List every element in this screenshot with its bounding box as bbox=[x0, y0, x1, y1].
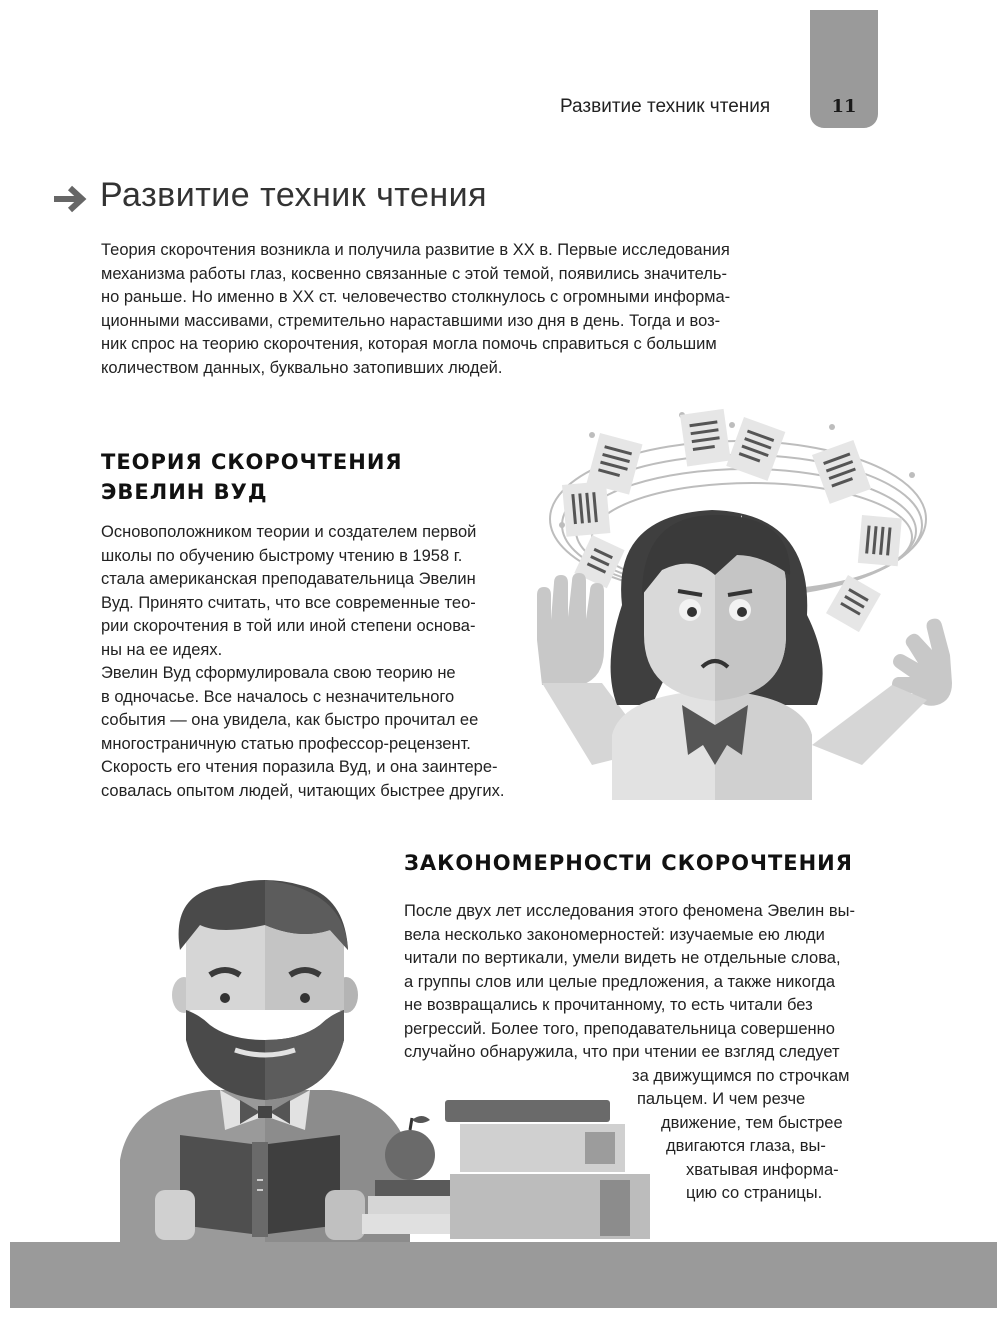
intro-line: количеством данных, буквально затопивших людей. bbox=[101, 358, 503, 377]
right-hand bbox=[812, 619, 952, 765]
floor-bar bbox=[10, 1242, 997, 1308]
text-line: школы по обучению быстрому чтению в 1958 г. bbox=[101, 546, 463, 565]
section1-paragraph bbox=[101, 521, 504, 803]
text-line: цию со страницы. bbox=[686, 1184, 823, 1202]
text-line: не возвращались к прочитанному, то есть читали без bbox=[404, 996, 813, 1014]
open-book bbox=[180, 1135, 340, 1237]
intro-line: ник спрос на теорию скорочтения, которая могла помочь справиться с большим bbox=[101, 335, 717, 353]
page-number: 11 bbox=[831, 96, 857, 117]
intro-paragraph bbox=[101, 239, 730, 380]
chapter-title: Развитие техник чтения bbox=[100, 176, 488, 214]
text-line: Вуд. Принято считать, что все современные тео- bbox=[101, 593, 476, 612]
text-line: стала американская преподавательница Эвелин bbox=[101, 570, 476, 588]
woman-with-flying-pages-illustration bbox=[532, 405, 954, 800]
text-line: вела несколько закономерностей: изучаемые ею люди bbox=[404, 925, 825, 944]
text-line: случайно обнаружила, что при чтении ее взгляд следует bbox=[404, 1043, 840, 1061]
text-line: Эвелин Вуд сформулировала свою теорию не bbox=[101, 664, 456, 682]
text-line: Основоположником теории и создателем первой bbox=[101, 523, 477, 541]
text-line: хватывая информа- bbox=[686, 1160, 839, 1179]
text-line: рии скорочтения в той или иной степени основа- bbox=[101, 617, 476, 635]
text-line: события — она увидела, как быстро прочитал ее bbox=[101, 711, 479, 729]
text-line: а группы слов или целые предложения, а также никогда bbox=[404, 972, 836, 991]
text-line: регрессий. Более того, преподавательница совершенно bbox=[404, 1019, 835, 1038]
section-heading-speed-reading-patterns: ЗАКОНОМЕРНОСТИ СКОРОЧТЕНИЯ bbox=[404, 851, 853, 875]
text-line: Скорость его чтения поразила Вуд, и она заинтере- bbox=[101, 758, 498, 776]
bearded-man-reading-book-illustration bbox=[100, 880, 660, 1245]
intro-line: ционными массивами, стремительно нараставшими изо дня в день. Тогда и воз- bbox=[101, 311, 721, 330]
arrow-right-icon bbox=[52, 184, 90, 214]
heading-line: ЭВЕЛИН ВУД bbox=[101, 480, 268, 504]
large-book-stack bbox=[445, 1100, 650, 1239]
text-line: совалась опытом людей, читающих быстрее других. bbox=[101, 781, 505, 800]
text-line: читали по вертикали, умели видеть не отдельные слова, bbox=[404, 949, 841, 967]
running-header-title: Развитие техник чтения bbox=[560, 96, 771, 117]
text-line: пальцем. И чем резче bbox=[637, 1090, 806, 1108]
text-line: После двух лет исследования этого феномена Эвелин вы- bbox=[404, 902, 855, 920]
text-line: ны на ее идеях. bbox=[101, 640, 223, 659]
section-heading-evelyn-wood bbox=[101, 447, 403, 507]
text-line: за движущимся по строчкам bbox=[632, 1066, 850, 1085]
text-line: двигаются глаза, вы- bbox=[666, 1137, 826, 1155]
text-line: в одночасье. Все началось с незначительного bbox=[101, 687, 455, 706]
intro-line: Теория скорочтения возникла и получила развитие в XX в. Первые исследования bbox=[101, 241, 730, 259]
text-line: многостраничную статью профессор-рецензент. bbox=[101, 734, 471, 753]
intro-line: но раньше. Но именно в XX ст. человечество столкнулось с огромными информа- bbox=[101, 288, 731, 306]
text-line: движение, тем быстрее bbox=[661, 1113, 843, 1132]
heading-line: ТЕОРИЯ СКОРОЧТЕНИЯ bbox=[101, 450, 403, 474]
intro-line: механизма работы глаз, косвенно связанные с этой темой, появились значитель- bbox=[101, 264, 727, 283]
